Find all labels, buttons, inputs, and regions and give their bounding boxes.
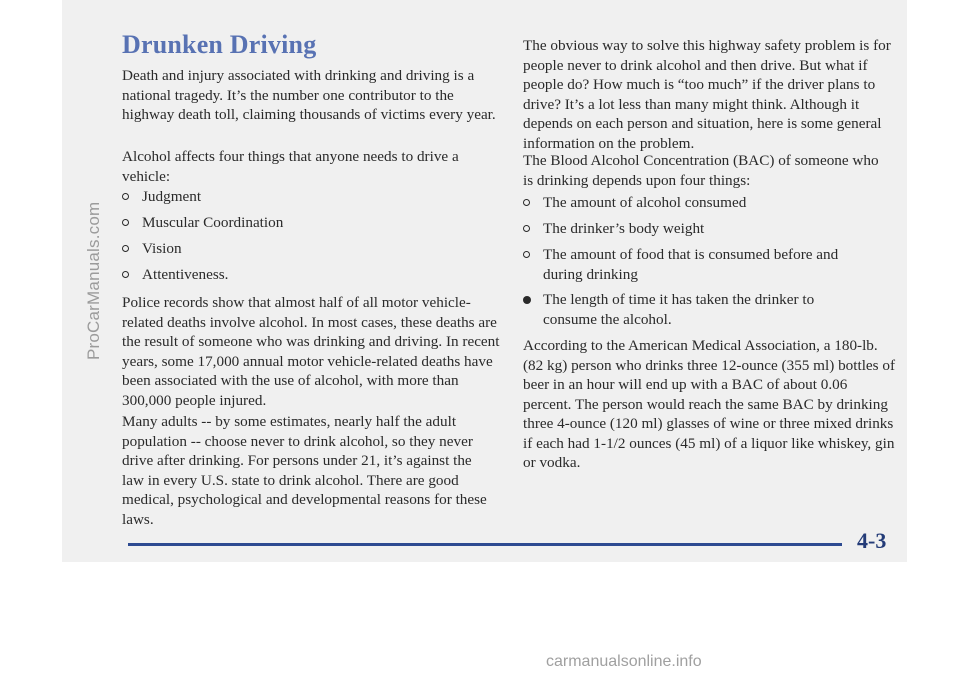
right-paragraph-2: The Blood Alcohol Concentration (BAC) of someone who is drinking depends upon four things: bbox=[523, 152, 879, 189]
list-item: Vision bbox=[122, 239, 482, 259]
side-watermark: ProCarManuals.com bbox=[84, 201, 103, 360]
bullet-icon bbox=[122, 219, 129, 226]
bullet-icon bbox=[122, 245, 129, 252]
list-item: The drinker’s body weight bbox=[523, 219, 883, 239]
section-title: Drunken Driving bbox=[122, 30, 317, 59]
right-paragraph-1: The obvious way to solve this highway safety problem is for people never to drink alcohol and then drive. But what if people do? How much is “too much” if the driver plans to drive? It’s a lot less than many might think. Although it depends on each person and situation, here is some general information on the problem. bbox=[523, 37, 891, 152]
page-number: 4-3 bbox=[857, 528, 887, 553]
footer-watermark: carmanualsonline.info bbox=[546, 653, 702, 670]
left-paragraph-3: Police records show that almost half of all motor vehicle-related deaths involve alcohol. In most cases, these deaths are the result of someone who was drinking and driving. In recent years, some 17,000 annual motor vehicle-related deaths have been associated with the use of alcohol, with more than 300,000 people injured. bbox=[122, 294, 500, 409]
left-paragraph-2: Alcohol affects four things that anyone needs to drive a vehicle: bbox=[122, 148, 459, 185]
list-item: The amount of alcohol consumed bbox=[523, 193, 883, 213]
bullet-icon bbox=[523, 225, 530, 232]
left-paragraph-1: Death and injury associated with drinking and driving is a national tragedy. It’s the number one contributor to the highway death toll, claiming thousands of victims every year. bbox=[122, 67, 496, 123]
list-item: The amount of food that is consumed before and during drinking bbox=[523, 245, 873, 285]
bullet-icon bbox=[523, 199, 530, 206]
bullet-icon bbox=[122, 193, 129, 200]
footer-rule bbox=[128, 543, 842, 546]
list-item: The length of time it has taken the drinker to consume the alcohol. bbox=[523, 290, 873, 330]
left-paragraph-4: Many adults -- by some estimates, nearly half the adult population -- choose never to drink alcohol, so they never drive after drinking. For persons under 21, it’s against the law in every U.S. state to drink alcohol. There are good medical, psychological and developmental reasons for these laws. bbox=[122, 413, 487, 528]
bullet-icon bbox=[523, 251, 530, 258]
right-paragraph-3: According to the American Medical Association, a 180-lb. (82 kg) person who drinks three 12-ounce (355 ml) bottles of beer in an hour will end up with a BAC of about 0.06 percent. The person would reach the same BAC by drinking three 4-ounce (120 ml) glasses of wine or three mixed drinks if each had 1-1/2 ounces (45 ml) of a liquor like whiskey, gin or vodka. bbox=[523, 337, 896, 471]
list-item: Attentiveness. bbox=[122, 265, 482, 285]
list-item: Judgment bbox=[122, 187, 482, 207]
list-item: Muscular Coordination bbox=[122, 213, 482, 233]
bullet-icon bbox=[122, 271, 129, 278]
bullet-icon bbox=[523, 296, 531, 304]
